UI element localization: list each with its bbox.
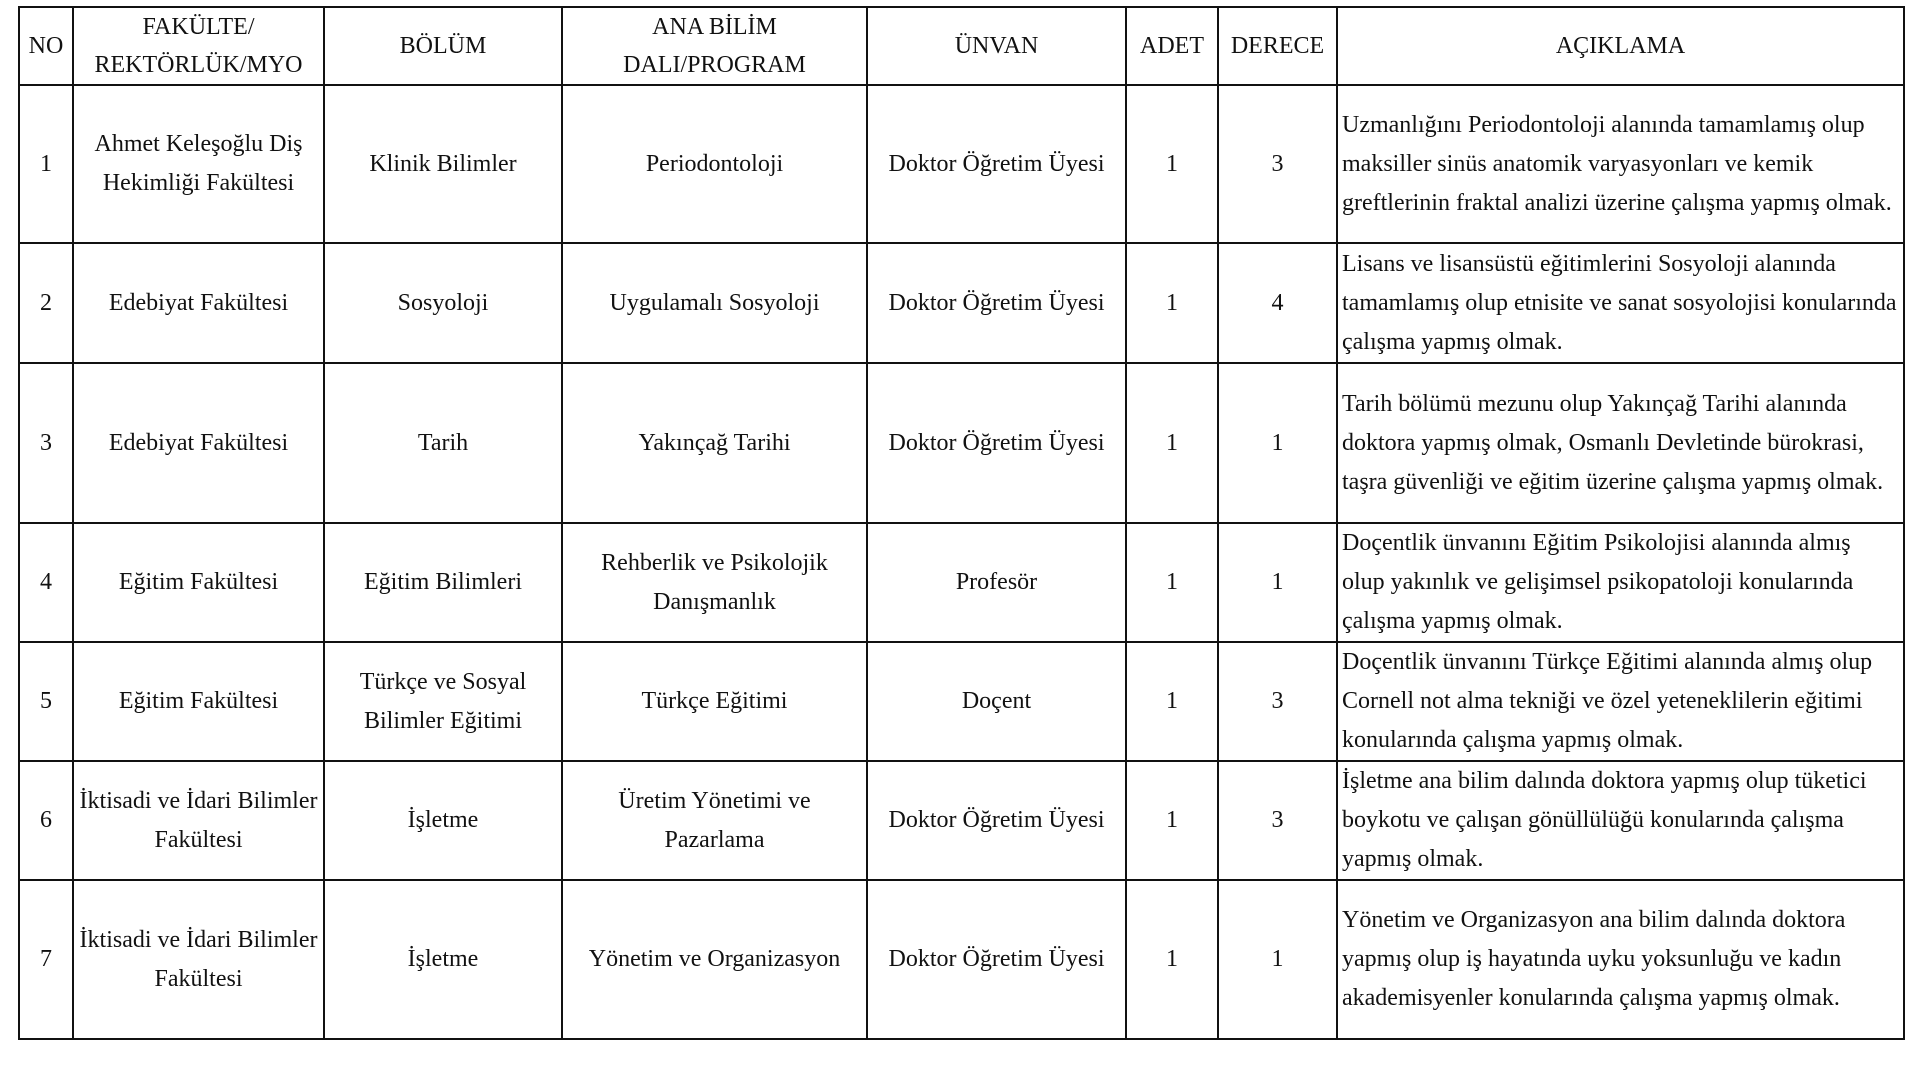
cell-no: 2 — [19, 243, 73, 363]
header-abd: ANA BİLİM DALI/PROGRAM — [562, 7, 867, 85]
header-aciklama: AÇIKLAMA — [1337, 7, 1904, 85]
cell-bolum: Sosyoloji — [324, 243, 562, 363]
cell-bolum: İşletme — [324, 880, 562, 1039]
cell-abd: Yönetim ve Organizasyon — [562, 880, 867, 1039]
cell-bolum: Türkçe ve Sosyal Bilimler Eğitimi — [324, 642, 562, 761]
cell-abd: Üretim Yönetimi ve Pazarlama — [562, 761, 867, 880]
header-fakulte: FAKÜLTE/ REKTÖRLÜK/MYO — [73, 7, 324, 85]
cell-adet: 1 — [1126, 243, 1218, 363]
cell-derece: 3 — [1218, 642, 1337, 761]
cell-unvan: Doçent — [867, 642, 1126, 761]
cell-no: 5 — [19, 642, 73, 761]
cell-fakulte: İktisadi ve İdari Bilimler Fakültesi — [73, 880, 324, 1039]
cell-aciklama: Tarih bölümü mezunu olup Yakınçağ Tarihi alanında doktora yapmış olmak, Osmanlı Devletinde bürokrasi, taşra güvenliği ve eğitim üzerine çalışma yapmış olmak. — [1337, 363, 1904, 523]
cell-derece: 4 — [1218, 243, 1337, 363]
table-row — [19, 85, 1904, 243]
cell-adet: 1 — [1126, 363, 1218, 523]
cell-no: 4 — [19, 523, 73, 642]
header-no: NO — [19, 7, 73, 85]
header-row — [19, 7, 1904, 85]
cell-adet: 1 — [1126, 761, 1218, 880]
cell-no: 3 — [19, 363, 73, 523]
cell-aciklama: Yönetim ve Organizasyon ana bilim dalında doktora yapmış olup iş hayatında uyku yoksunluğu ve kadın akademisyenler konularında çalışma yapmış olmak. — [1337, 880, 1904, 1039]
cell-bolum: Eğitim Bilimleri — [324, 523, 562, 642]
table-row — [19, 642, 1904, 761]
cell-abd: Türkçe Eğitimi — [562, 642, 867, 761]
header-unvan: ÜNVAN — [867, 7, 1126, 85]
header-bolum: BÖLÜM — [324, 7, 562, 85]
cell-fakulte: Ahmet Keleşoğlu Diş Hekimliği Fakültesi — [73, 85, 324, 243]
cell-no: 7 — [19, 880, 73, 1039]
cell-abd: Periodontoloji — [562, 85, 867, 243]
cell-unvan: Doktor Öğretim Üyesi — [867, 761, 1126, 880]
header-derece: DERECE — [1218, 7, 1337, 85]
cell-derece: 1 — [1218, 363, 1337, 523]
cell-adet: 1 — [1126, 85, 1218, 243]
cell-unvan: Profesör — [867, 523, 1126, 642]
cell-fakulte: Eğitim Fakültesi — [73, 642, 324, 761]
cell-bolum: İşletme — [324, 761, 562, 880]
cell-adet: 1 — [1126, 523, 1218, 642]
cell-derece: 3 — [1218, 761, 1337, 880]
cell-derece: 1 — [1218, 880, 1337, 1039]
cell-no: 1 — [19, 85, 73, 243]
cell-aciklama: Doçentlik ünvanını Türkçe Eğitimi alanında almış olup Cornell not alma tekniği ve özel yeteneklilerin eğitimi konularında çalışma yapmış olmak. — [1337, 642, 1904, 761]
cell-unvan: Doktor Öğretim Üyesi — [867, 880, 1126, 1039]
cell-aciklama: İşletme ana bilim dalında doktora yapmış olup tüketici boykotu ve çalışan gönüllülüğü konularında çalışma yapmış olmak. — [1337, 761, 1904, 880]
cell-fakulte: İktisadi ve İdari Bilimler Fakültesi — [73, 761, 324, 880]
cell-aciklama: Doçentlik ünvanını Eğitim Psikolojisi alanında almış olup yakınlık ve gelişimsel psikopatoloji konularında çalışma yapmış olmak. — [1337, 523, 1904, 642]
cell-fakulte: Edebiyat Fakültesi — [73, 363, 324, 523]
cell-unvan: Doktor Öğretim Üyesi — [867, 363, 1126, 523]
table-row — [19, 363, 1904, 523]
cell-derece: 1 — [1218, 523, 1337, 642]
cell-fakulte: Eğitim Fakültesi — [73, 523, 324, 642]
cell-abd: Uygulamalı Sosyoloji — [562, 243, 867, 363]
cell-no: 6 — [19, 761, 73, 880]
staff-positions-table — [18, 6, 1905, 1040]
cell-unvan: Doktor Öğretim Üyesi — [867, 85, 1126, 243]
cell-aciklama: Lisans ve lisansüstü eğitimlerini Sosyoloji alanında tamamlamış olup etnisite ve sanat sosyolojisi konularında çalışma yapmış olmak. — [1337, 243, 1904, 363]
header-adet: ADET — [1126, 7, 1218, 85]
cell-unvan: Doktor Öğretim Üyesi — [867, 243, 1126, 363]
cell-bolum: Tarih — [324, 363, 562, 523]
table-row — [19, 761, 1904, 880]
table-row — [19, 243, 1904, 363]
cell-adet: 1 — [1126, 642, 1218, 761]
cell-aciklama: Uzmanlığını Periodontoloji alanında tamamlamış olup maksiller sinüs anatomik varyasyonları ve kemik greftlerinin fraktal analizi üzerine çalışma yapmış olmak. — [1337, 85, 1904, 243]
table-row — [19, 880, 1904, 1039]
table-row — [19, 523, 1904, 642]
cell-fakulte: Edebiyat Fakültesi — [73, 243, 324, 363]
cell-adet: 1 — [1126, 880, 1218, 1039]
cell-abd: Rehberlik ve Psikolojik Danışmanlık — [562, 523, 867, 642]
cell-bolum: Klinik Bilimler — [324, 85, 562, 243]
cell-abd: Yakınçağ Tarihi — [562, 363, 867, 523]
cell-derece: 3 — [1218, 85, 1337, 243]
